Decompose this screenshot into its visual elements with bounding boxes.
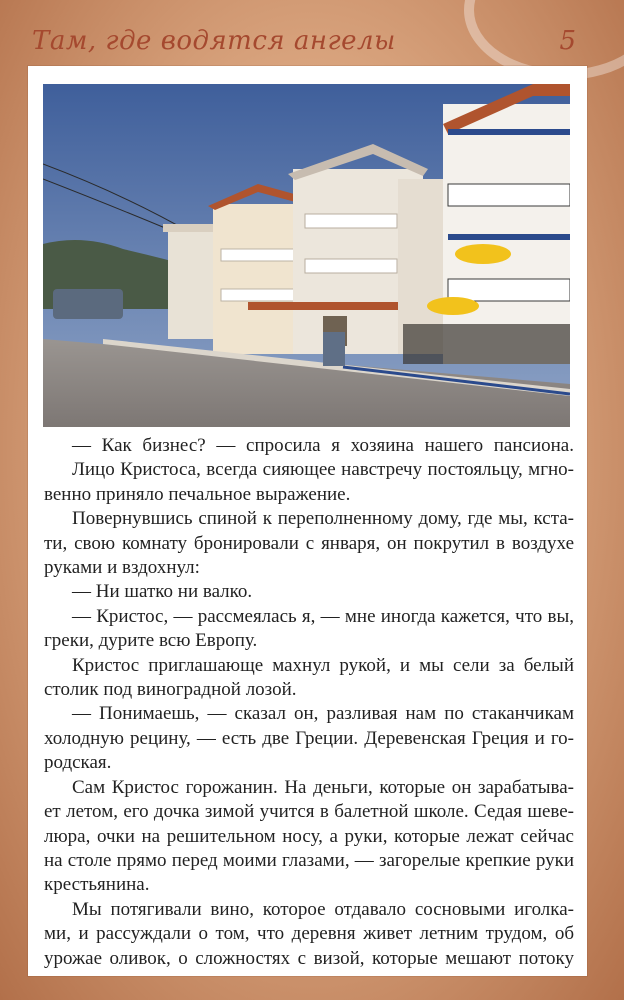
text-line: родская. bbox=[44, 752, 112, 774]
body-text bbox=[44, 434, 574, 971]
text-line: люра, очки на решительном носу, а руки, которые лежат сейчас bbox=[44, 825, 574, 847]
text-line: — Ни шатко ни валко. bbox=[72, 581, 253, 603]
planter bbox=[323, 332, 345, 366]
text-line: ет летом, его дочка зимой учится в балетной школе. Седая шеве- bbox=[44, 801, 574, 823]
text-line: Сам Кристос горожанин. На деньги, которые он зарабатыва- bbox=[72, 776, 574, 798]
umbrella-1 bbox=[455, 244, 511, 264]
text-line: ти, свою комнату бронировали с января, он покрутил в воздухе bbox=[44, 532, 574, 554]
text-line: венно приняло печальное выражение. bbox=[44, 483, 351, 505]
text-line: урожае оливок, о сложностях с визой, которые мешают потоку bbox=[44, 947, 574, 969]
text-line: Лицо Кристоса, всегда сияющее навстречу постояльцу, мгно- bbox=[72, 459, 574, 481]
running-title: Там, где водятся ангелы bbox=[32, 26, 396, 56]
text-line: греки, дурите всю Европу. bbox=[44, 630, 258, 652]
street-photo-illustration bbox=[43, 84, 570, 427]
text-line: Мы потягивали вино, которое отдавало сосновыми иголка- bbox=[72, 898, 574, 920]
text-line: — Понимаешь, — сказал он, разливая нам по стаканчикам bbox=[72, 703, 574, 725]
text-line: холодную рецину, — есть две Греции. Деревенская Греция и го- bbox=[44, 727, 574, 749]
umbrella-2 bbox=[427, 297, 479, 315]
text-line: — Как бизнес? — спросила я хозяина нашего пансиона. bbox=[72, 435, 574, 456]
text-line: руками и вздохнул: bbox=[44, 557, 200, 579]
running-header bbox=[24, 20, 600, 60]
text-line: столик под виноградной лозой. bbox=[44, 679, 297, 701]
text-line: ми, и рассуждали о том, что деревня живет летним трудом, об bbox=[44, 923, 574, 945]
bus bbox=[53, 289, 123, 319]
text-line: — Кристос, — рассмеялась я, — мне иногда кажется, что вы, bbox=[72, 605, 574, 627]
street-photo bbox=[43, 84, 570, 427]
page-number: 5 bbox=[559, 26, 576, 56]
text-line: крестьянина. bbox=[44, 874, 150, 896]
text-line: Повернувшись спиной к переполненному дому, где мы, кста- bbox=[72, 508, 574, 530]
page-content bbox=[28, 66, 587, 976]
text-line: Кристос приглашающе махнул рукой, и мы сели за белый bbox=[72, 654, 574, 676]
text-line: на столе прямо перед моими глазами, — загорелые крепкие руки bbox=[44, 849, 574, 871]
